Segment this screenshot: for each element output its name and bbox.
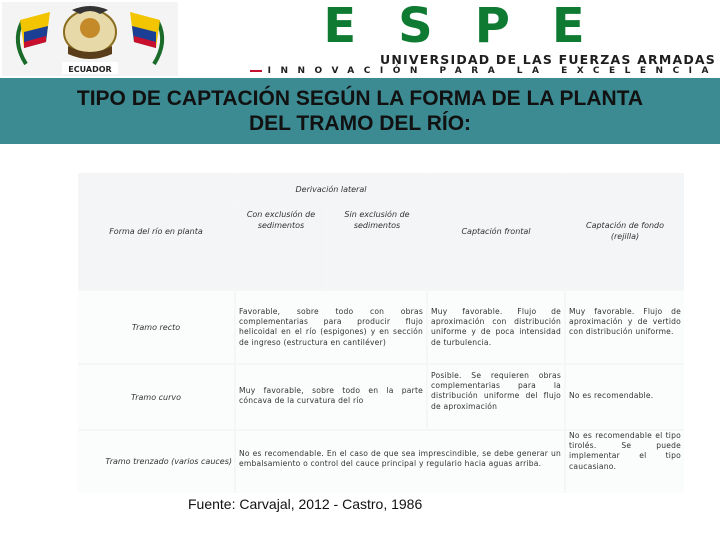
cell-trenzado-fondo: No es recomendable el tipo tirolés. Se puede implementar el tipo caucasiano.: [566, 431, 684, 493]
source-citation: Fuente: Carvajal, 2012 - Castro, 1986: [188, 496, 423, 512]
row-label-tramo-curvo: Tramo curvo: [78, 365, 234, 429]
motto-bar-icon: [250, 70, 262, 72]
group-header-derivacion-lateral: Derivación lateral: [236, 173, 426, 205]
crest-caption: ECUADOR: [68, 65, 112, 74]
col-header-sin-exclusion: Sin exclusión de sedimentos: [328, 207, 426, 289]
captacion-table: [78, 173, 684, 493]
cell-curvo-fondo: No es recomendable.: [566, 365, 684, 429]
crest-emblem-icon: [2, 2, 178, 76]
cell-curvo-frontal: Posible. Se requieren obras complementarias para la distribución uniforme del flujo de aproximación: [428, 365, 564, 429]
col-header-frontal: Captación frontal: [428, 173, 564, 289]
title-band: [0, 78, 720, 144]
page-title-line-1: TIPO DE CAPTACIÓN SEGÚN LA FORMA DE LA PLANTA: [76, 87, 644, 110]
cell-curvo-lateral: Muy favorable, sobre todo en la parte cóncava de la curvatura del río: [236, 365, 426, 429]
row-label-tramo-recto: Tramo recto: [78, 291, 234, 363]
cell-recto-fondo: Muy favorable. Flujo de aproximación y de vertido con distribución uniforme.: [566, 291, 684, 363]
col-header-con-exclusion: Con exclusión de sedimentos: [236, 207, 326, 289]
page-title: [0, 86, 720, 136]
col-header-fondo: Captación de fondo (rejilla): [566, 173, 684, 289]
espe-logo: [190, 0, 720, 78]
motto-text: INNOVACIÓN PARA LA EXCELENCIA: [267, 66, 718, 76]
university-crest: [2, 2, 178, 76]
cell-recto-frontal: Muy favorable. Flujo de aproximación con distribución uniforme y de poca intensidad de turbulencia.: [428, 291, 564, 363]
cell-trenzado-lateral-frontal: No es recomendable. En el caso de que sea imprescindible, se debe generar un embalsamiento o control del cauce principal y regulario hacia aguas arriba.: [236, 431, 564, 493]
header-banner: [0, 0, 720, 78]
cell-recto-lateral: Favorable, sobre todo con obras complementarias para producir flujo helicoidal en el río (espigones) y en sección de ingreso (estructura en cantiléver): [236, 291, 426, 363]
corner-header: Forma del río en planta: [78, 173, 234, 289]
row-label-tramo-trenzado: Tramo trenzado (varios cauces): [78, 431, 234, 493]
university-motto: [190, 66, 720, 77]
university-name: UNIVERSIDAD DE LAS FUERZAS ARMADAS: [379, 52, 716, 67]
page-title-line-2: DEL TRAMO DEL RÍO:: [248, 112, 472, 135]
logo-word: ESPE: [323, 0, 627, 54]
